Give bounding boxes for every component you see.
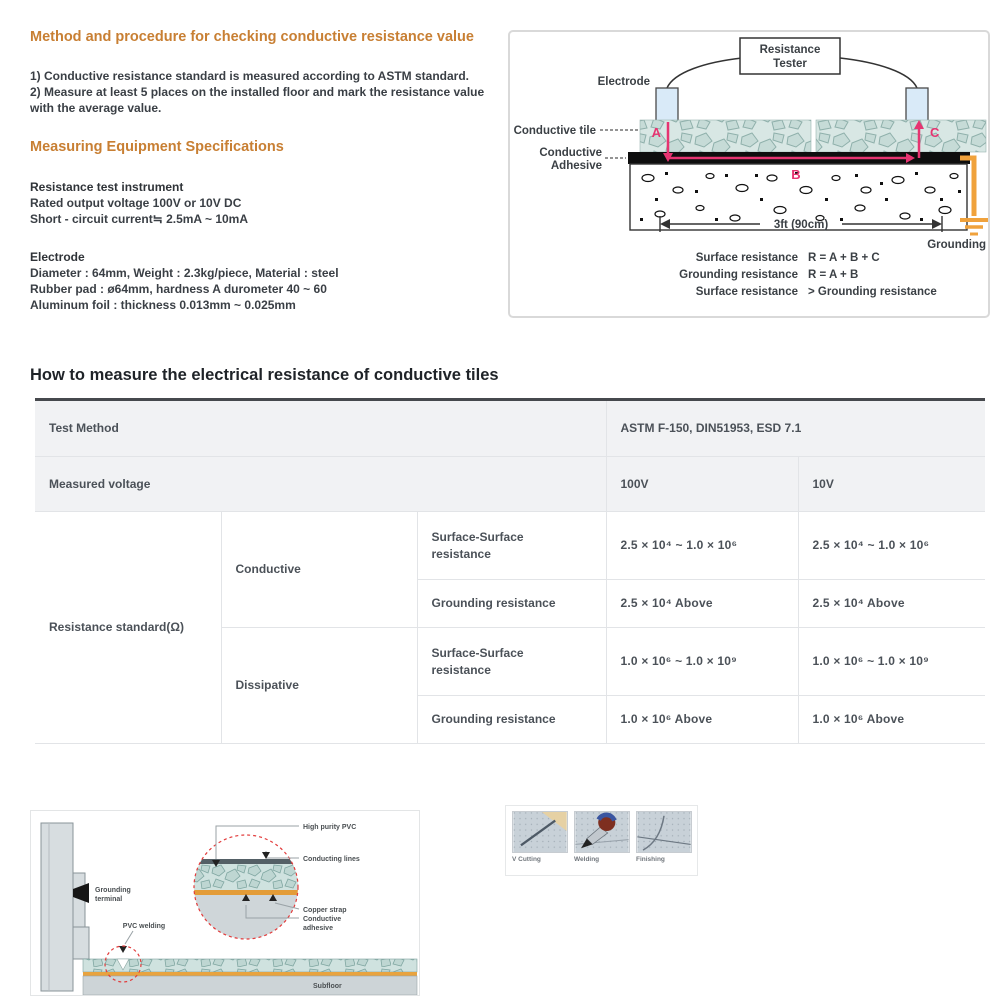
conductive-grounding-label: Grounding resistance <box>417 580 606 628</box>
point-c-label: C <box>930 125 940 140</box>
conducting-lines-label: Conducting lines <box>303 856 360 863</box>
resistance-measurement-diagram <box>508 30 990 318</box>
method-line-3: with the average value. <box>30 101 162 115</box>
adhesive-label-line1: Conductive <box>539 147 602 159</box>
instrument-spec <box>30 179 248 227</box>
dissipative-surface-10v: 1.0 × 10⁶ ~ 1.0 × 10⁹ <box>798 628 985 696</box>
grounding-terminal-label-2: terminal <box>95 896 123 903</box>
resistance-standard-label: Resistance standard(Ω) <box>35 512 221 744</box>
conductive-grounding-100v: 2.5 × 10⁴ Above <box>606 580 798 628</box>
pvc-welding-arrow-icon <box>119 946 127 953</box>
point-a-label: A <box>651 125 661 140</box>
electrode-spec <box>30 249 339 313</box>
formula-1-label: Surface resistance <box>695 252 798 264</box>
electrode-line-3: Aluminum foil : thickness 0.013mm ~ 0.025mm <box>30 298 296 312</box>
dissipative-grounding-label: Grounding resistance <box>417 696 606 744</box>
thumb-finishing <box>636 811 692 870</box>
method-paragraph <box>30 68 484 116</box>
installation-diagram-panel <box>30 810 420 996</box>
tester-label-line1: Resistance <box>759 44 821 56</box>
electrode-line-2: Rubber pad : ø64mm, hardness A durometer 40 ~ 60 <box>30 282 327 296</box>
electrode-right <box>906 88 928 122</box>
tester-label-line2: Tester <box>773 58 807 70</box>
formula-1-value: R = A + B + C <box>808 252 880 264</box>
wall-section <box>41 823 89 991</box>
grounding-label: Grounding <box>927 239 986 251</box>
measured-voltage-label: Measured voltage <box>35 457 606 512</box>
instrument-line-1: Rated output voltage 100V or 10V DC <box>30 196 242 210</box>
pvc-welding-label: PVC welding <box>122 923 166 930</box>
point-b-label: B <box>791 167 801 182</box>
electrode-title: Electrode <box>30 250 85 264</box>
conductive-adhesive-label-1: Conductive <box>303 916 342 923</box>
dissipative-surface-label: Surface-Surface resistance <box>417 628 606 696</box>
v-cutting-image <box>512 811 568 853</box>
thumb-caption-v-cutting: V Cutting <box>512 856 541 863</box>
formula-2-value: R = A + B <box>808 269 859 281</box>
equipment-heading: Measuring Equipment Specifications <box>30 139 284 155</box>
subfloor-label: Subfloor <box>313 983 342 990</box>
conductive-tile-left <box>640 120 811 152</box>
dimension-label: 3ft (90cm) <box>773 219 829 231</box>
grounding-terminal-label-1: Grounding <box>95 887 131 894</box>
finishing-image <box>636 811 692 853</box>
voltage-10v: 10V <box>798 457 985 512</box>
method-line-2: 2) Measure at least 5 places on the installed floor and mark the resistance value <box>30 85 485 99</box>
tester-wire-right <box>840 58 917 88</box>
method-line-1: 1) Conductive resistance standard is measured according to ASTM standard. <box>30 69 470 83</box>
thumb-caption-welding: Welding <box>574 856 600 863</box>
conductive-adhesive-label-2: adhesive <box>303 925 333 932</box>
voltage-100v: 100V <box>606 457 798 512</box>
conductive-grounding-10v: 2.5 × 10⁴ Above <box>798 580 985 628</box>
conductive-surface-label: Surface-Surface resistance <box>417 512 606 580</box>
method-heading: Method and procedure for checking conductive resistance value <box>30 29 474 45</box>
dissipative-label: Dissipative <box>221 628 417 744</box>
tester-wire-left <box>667 58 742 88</box>
table-row-measured-voltage <box>35 457 985 512</box>
adhesive-label-line2: Adhesive <box>550 160 602 172</box>
magnified-layers <box>191 835 301 939</box>
conductive-label: Conductive <box>221 512 417 628</box>
installation-diagram-svg <box>31 811 419 995</box>
floor-layers <box>83 959 417 995</box>
thumb-caption-finishing: Finishing <box>636 856 665 863</box>
dissipative-surface-100v: 1.0 × 10⁶ ~ 1.0 × 10⁹ <box>606 628 798 696</box>
conductive-surface-10v: 2.5 × 10⁴ ~ 1.0 × 10⁶ <box>798 512 985 580</box>
electrode-label: Electrode <box>597 76 650 88</box>
electrode-line-1: Diameter : 64mm, Weight : 2.3kg/piece, Material : steel <box>30 266 339 280</box>
table-row-conductive-surface <box>35 512 985 580</box>
test-method-label: Test Method <box>35 400 606 457</box>
pvc-welding-leader <box>125 931 133 944</box>
formula-3-label: Surface resistance <box>695 286 798 298</box>
welding-image <box>574 811 630 853</box>
formula-2-label: Grounding resistance <box>679 269 798 281</box>
resistance-table-wrap <box>35 398 985 744</box>
table-row-test-method <box>35 400 985 457</box>
copper-strap-label: Copper strap <box>303 907 347 914</box>
conductive-tile-label: Conductive tile <box>513 125 596 137</box>
thumb-v-cutting <box>512 811 568 870</box>
conductive-surface-100v: 2.5 × 10⁴ ~ 1.0 × 10⁶ <box>606 512 798 580</box>
dissipative-grounding-100v: 1.0 × 10⁶ Above <box>606 696 798 744</box>
instrument-line-2: Short - circuit current≒ 2.5mA ~ 10mA <box>30 212 249 226</box>
electrode-left <box>656 88 678 122</box>
high-purity-pvc-label: High purity PVC <box>303 824 357 831</box>
formula-3-value: > Grounding resistance <box>808 286 937 298</box>
conductive-tile-right <box>816 120 986 152</box>
measurement-diagram-svg <box>510 32 988 316</box>
resistance-spec-table <box>35 398 985 744</box>
thumb-welding <box>574 811 630 870</box>
test-method-value: ASTM F-150, DIN51953, ESD 7.1 <box>606 400 985 457</box>
instrument-title: Resistance test instrument <box>30 180 184 194</box>
process-thumbnails-panel <box>505 805 698 876</box>
how-to-heading: How to measure the electrical resistance of conductive tiles <box>30 366 499 384</box>
dissipative-grounding-10v: 1.0 × 10⁶ Above <box>798 696 985 744</box>
